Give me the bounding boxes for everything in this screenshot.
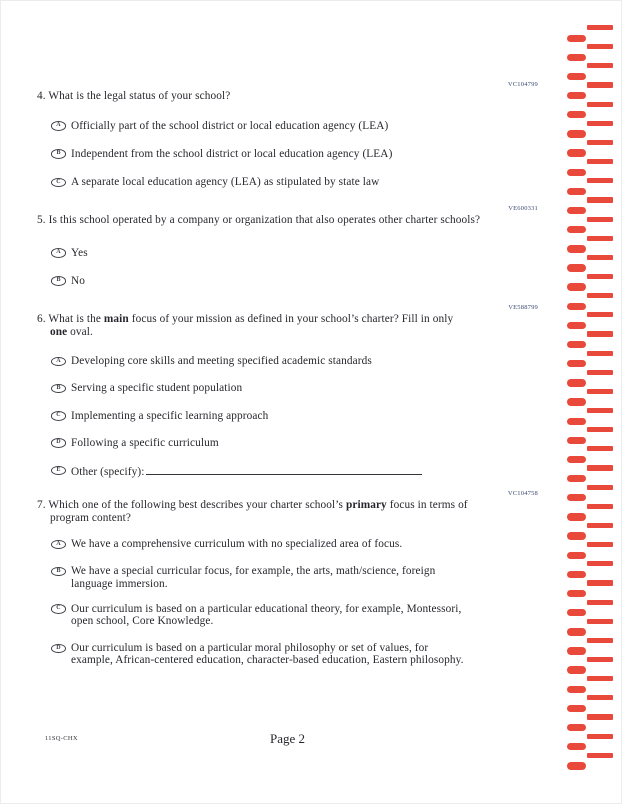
question-text: What is the legal status of your school? bbox=[48, 90, 231, 102]
option-label: Following a specific curriculum bbox=[71, 436, 219, 449]
timing-mark-pill bbox=[567, 130, 586, 137]
timing-mark-bar bbox=[587, 753, 613, 758]
timing-mark-bar bbox=[587, 82, 613, 87]
answer-option bbox=[37, 464, 538, 478]
answer-option bbox=[37, 538, 538, 550]
option-label bbox=[71, 464, 422, 478]
timing-mark-pill bbox=[567, 360, 586, 367]
timing-mark-pill bbox=[567, 762, 586, 769]
answer-oval[interactable]: A bbox=[51, 121, 66, 131]
timing-mark-pill bbox=[567, 743, 586, 750]
answer-oval[interactable]: C bbox=[51, 178, 66, 188]
timing-mark-bar bbox=[587, 197, 613, 202]
timing-mark-bar bbox=[587, 236, 613, 241]
timing-mark-bar bbox=[587, 734, 613, 739]
form-item-code: VE600331 bbox=[508, 205, 538, 212]
question-5-options bbox=[37, 247, 538, 287]
option-label: Developing core skills and meeting specified academic standards bbox=[71, 355, 372, 368]
timing-mark-bar bbox=[587, 140, 613, 145]
question-text: focus in terms of bbox=[386, 499, 468, 511]
timing-mark-pill bbox=[567, 169, 586, 176]
answer-option bbox=[37, 120, 538, 132]
answer-oval[interactable]: B bbox=[51, 384, 66, 394]
answer-option bbox=[37, 148, 538, 160]
timing-mark-pill bbox=[567, 92, 586, 99]
option-label-line2: example, African-centered education, character-based education, Eastern philosophy. bbox=[71, 654, 464, 667]
question-number: 5. bbox=[37, 214, 46, 226]
option-label bbox=[71, 642, 464, 666]
question-text-bold: main bbox=[103, 313, 129, 325]
option-label-line1: Our curriculum is based on a particular educational theory, for example, Montessori, bbox=[71, 602, 462, 615]
answer-oval[interactable]: A bbox=[51, 357, 66, 367]
timing-mark-bar bbox=[587, 312, 613, 317]
timing-mark-pill bbox=[567, 494, 586, 501]
timing-mark-bar bbox=[587, 331, 613, 336]
page-number: Page 2 bbox=[269, 731, 306, 746]
timing-mark-pill bbox=[567, 532, 586, 539]
question-text-bold: primary bbox=[345, 499, 387, 511]
question-text: oval. bbox=[67, 325, 93, 338]
option-label: Independent from the school district or local education agency (LEA) bbox=[71, 147, 393, 160]
answer-option bbox=[37, 603, 538, 627]
question-4-options bbox=[37, 120, 538, 189]
option-label-line1: Our curriculum is based on a particular moral philosophy or set of values, for bbox=[71, 642, 429, 655]
timing-mark-bar bbox=[587, 102, 613, 107]
form-item-code: VC104799 bbox=[507, 81, 538, 88]
answer-option bbox=[37, 410, 538, 422]
timing-mark-pill bbox=[567, 437, 586, 444]
option-label-line2: open school, Core Knowledge. bbox=[71, 615, 214, 627]
timing-mark-bar bbox=[587, 255, 613, 260]
timing-mark-pill bbox=[567, 35, 586, 42]
timing-mark-bar bbox=[587, 504, 613, 509]
option-label: Yes bbox=[71, 246, 88, 259]
timing-mark-pill bbox=[567, 456, 586, 463]
timing-mark-pill bbox=[567, 264, 586, 271]
option-label: We have a comprehensive curriculum with no specialized area of focus. bbox=[71, 538, 403, 551]
timing-mark-bar bbox=[587, 351, 613, 356]
question-text-bold: one bbox=[50, 325, 68, 338]
option-label-text: Other (specify): bbox=[71, 466, 145, 478]
question-4-text bbox=[37, 90, 538, 103]
answer-oval[interactable]: D bbox=[51, 438, 66, 448]
question-7 bbox=[37, 490, 538, 667]
timing-mark-bar bbox=[587, 638, 613, 643]
timing-mark-bar bbox=[587, 408, 613, 413]
timing-mark-bar bbox=[587, 389, 613, 394]
timing-mark-pill bbox=[567, 149, 586, 156]
option-label bbox=[71, 565, 435, 589]
timing-mark-pill bbox=[567, 283, 586, 290]
timing-mark-pill bbox=[567, 647, 586, 654]
question-text: program content? bbox=[50, 511, 131, 524]
timing-mark-pill bbox=[567, 418, 586, 425]
option-label-line1: We have a special curricular focus, for example, the arts, math/science, foreign bbox=[71, 565, 436, 578]
option-label: Implementing a specific learning approach bbox=[71, 409, 269, 422]
form-item-code: VE588799 bbox=[508, 304, 538, 311]
answer-oval[interactable]: D bbox=[51, 644, 66, 654]
timing-mark-bar bbox=[587, 159, 613, 164]
timing-mark-pill bbox=[567, 245, 586, 252]
timing-mark-pill bbox=[567, 705, 586, 712]
question-text: What is the bbox=[48, 313, 104, 325]
timing-mark-pill bbox=[567, 513, 586, 520]
form-item-code: VC104758 bbox=[507, 490, 538, 497]
timing-mark-bar bbox=[587, 446, 613, 451]
timing-mark-pill bbox=[567, 188, 586, 195]
timing-mark-pill bbox=[567, 379, 586, 386]
answer-oval[interactable]: A bbox=[51, 540, 66, 550]
answer-option bbox=[37, 355, 538, 367]
timing-mark-pill bbox=[567, 571, 586, 578]
timing-mark-pill bbox=[567, 609, 586, 616]
timing-mark-bar bbox=[587, 370, 613, 375]
timing-mark-pill bbox=[567, 398, 586, 405]
answer-oval[interactable]: C bbox=[51, 411, 66, 421]
timing-mark-bar bbox=[587, 178, 613, 183]
timing-mark-pill bbox=[567, 73, 586, 80]
option-label bbox=[71, 603, 461, 627]
question-6-options bbox=[37, 355, 538, 478]
answer-option bbox=[37, 565, 538, 589]
timing-mark-pill bbox=[567, 54, 586, 61]
timing-mark-pill bbox=[567, 226, 586, 233]
question-7-text bbox=[37, 499, 538, 524]
option-label: A separate local education agency (LEA) as stipulated by state law bbox=[71, 176, 380, 188]
timing-mark-bar bbox=[587, 427, 613, 432]
timing-mark-pill bbox=[567, 111, 586, 118]
question-6-text bbox=[37, 313, 538, 338]
timing-mark-pill bbox=[567, 628, 586, 635]
timing-mark-bar bbox=[587, 465, 613, 470]
option-label: No bbox=[71, 274, 86, 287]
question-7-options bbox=[37, 538, 538, 666]
question-number: 4. bbox=[37, 90, 46, 102]
option-label: Officially part of the school district or local education agency (LEA) bbox=[71, 119, 389, 132]
timing-mark-pill bbox=[567, 590, 586, 597]
question-number: 7. bbox=[37, 499, 46, 511]
question-text: Which one of the following best describes your charter school’s bbox=[48, 499, 346, 511]
timing-mark-bar bbox=[587, 676, 613, 681]
timing-mark-bar bbox=[587, 714, 613, 719]
timing-mark-bar bbox=[587, 63, 613, 68]
question-text: Is this school operated by a company or organization that also operates other charter schools? bbox=[48, 214, 481, 226]
answer-oval[interactable]: E bbox=[51, 466, 66, 476]
answer-oval[interactable]: C bbox=[51, 604, 66, 614]
other-specify-line[interactable] bbox=[146, 464, 422, 475]
question-number: 6. bbox=[37, 313, 46, 325]
answer-option bbox=[37, 382, 538, 394]
answer-option bbox=[37, 642, 538, 666]
timing-mark-bar bbox=[587, 619, 613, 624]
timing-mark-bar bbox=[587, 600, 613, 605]
timing-mark-bar bbox=[587, 561, 613, 566]
answer-option bbox=[37, 437, 538, 449]
answer-oval[interactable]: A bbox=[51, 248, 66, 258]
answer-oval[interactable]: B bbox=[51, 276, 66, 286]
answer-oval[interactable]: B bbox=[51, 567, 66, 577]
question-5 bbox=[37, 205, 538, 287]
timing-mark-bar bbox=[587, 485, 613, 490]
timing-mark-bar bbox=[587, 274, 613, 279]
timing-mark-bar bbox=[587, 657, 613, 662]
answer-option bbox=[37, 176, 538, 188]
timing-mark-pill bbox=[567, 475, 586, 482]
question-5-text bbox=[37, 214, 538, 227]
timing-mark-bar bbox=[587, 695, 613, 700]
timing-mark-bar bbox=[587, 580, 613, 585]
timing-mark-pill bbox=[567, 552, 586, 559]
timing-mark-bar bbox=[587, 523, 613, 528]
timing-mark-pill bbox=[567, 341, 586, 348]
answer-option bbox=[37, 247, 538, 259]
timing-mark-bar bbox=[587, 121, 613, 126]
question-text: focus of your mission as defined in your school’s charter? Fill in only bbox=[128, 313, 454, 325]
timing-mark-pill bbox=[567, 322, 586, 329]
timing-mark-bar bbox=[587, 542, 613, 547]
timing-mark-pill bbox=[567, 686, 586, 693]
question-6 bbox=[37, 304, 538, 478]
timing-mark-bar bbox=[587, 293, 613, 298]
timing-mark-pill bbox=[567, 303, 586, 310]
timing-mark-pill bbox=[567, 207, 586, 214]
timing-mark-pill bbox=[567, 724, 586, 731]
option-label: Serving a specific student population bbox=[71, 382, 243, 395]
form-code: 11SQ-CHX bbox=[45, 735, 78, 742]
answer-option bbox=[37, 275, 538, 287]
timing-mark-bar bbox=[587, 217, 613, 222]
answer-oval[interactable]: B bbox=[51, 149, 66, 159]
question-4 bbox=[37, 81, 538, 188]
option-label-line2: language immersion. bbox=[71, 577, 168, 590]
timing-mark-pill bbox=[567, 666, 586, 673]
timing-mark-bar bbox=[587, 44, 613, 49]
timing-mark-bar bbox=[587, 25, 613, 30]
